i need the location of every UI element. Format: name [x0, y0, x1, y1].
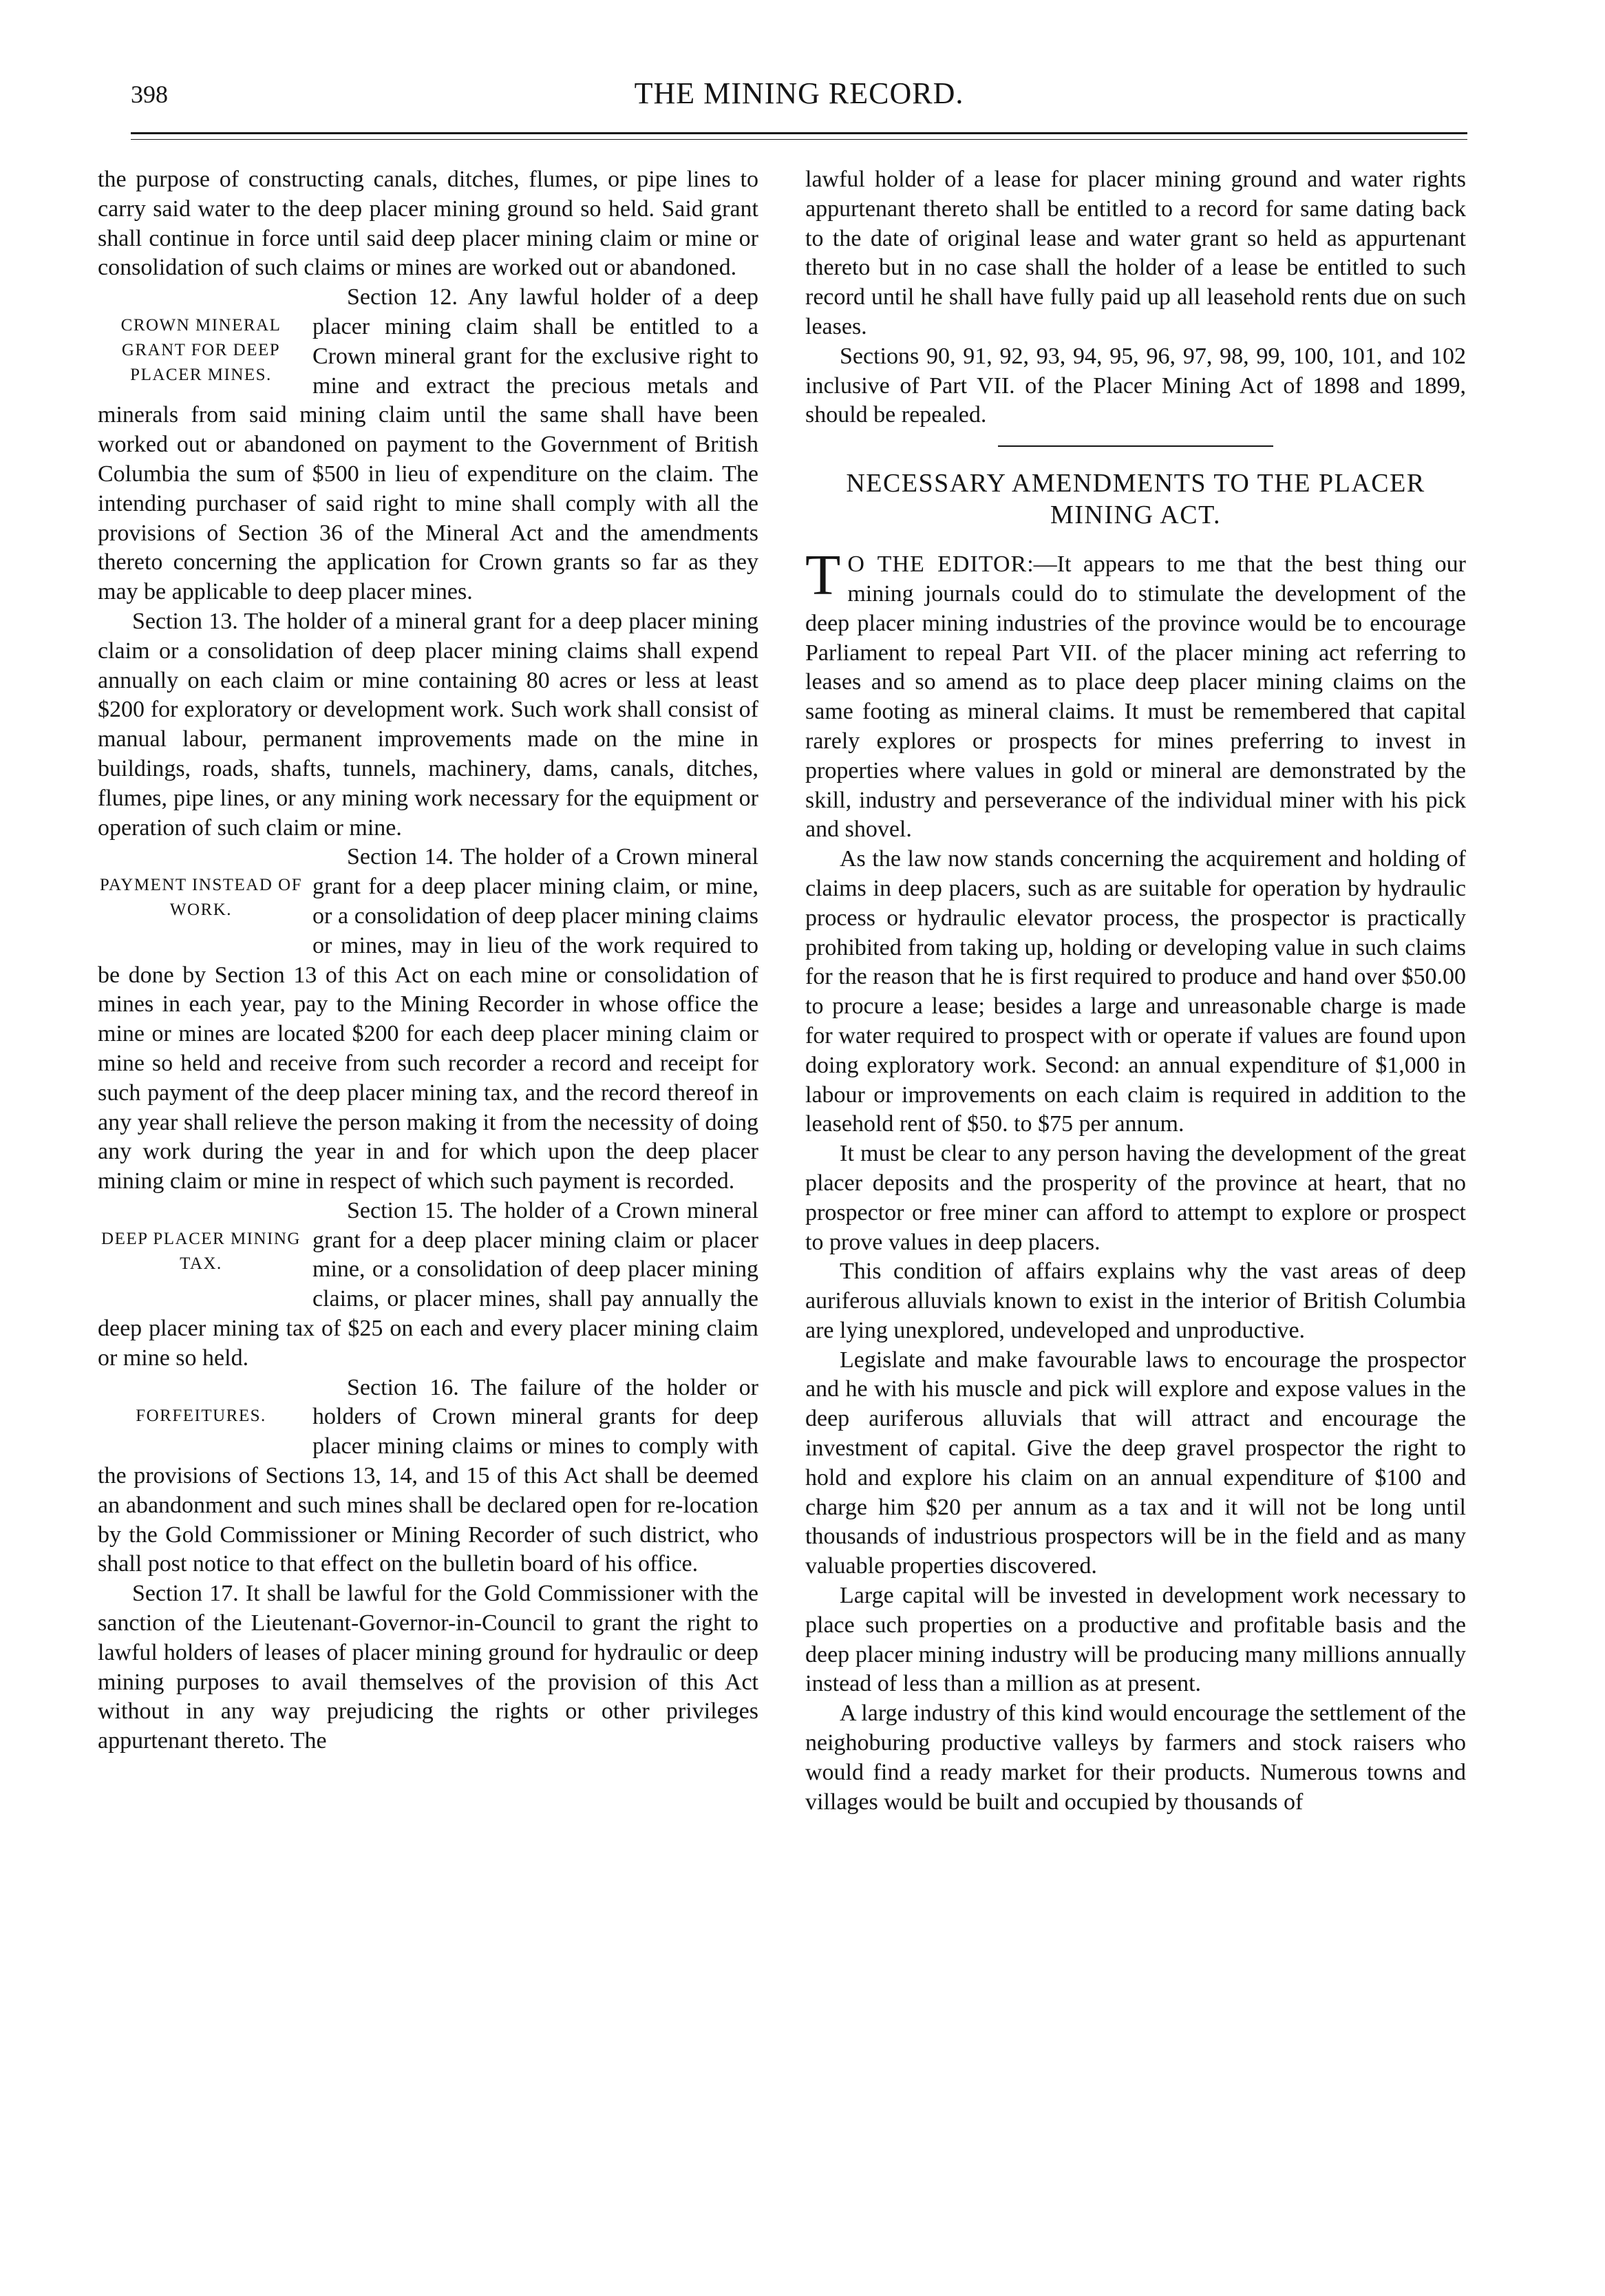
paragraph: lawful holder of a lease for placer mining ground and water rights appurtenant thereto shall be entitled to a record for same dating back to the date of original lease and water grant so held as appurtenant thereto but in no case shall the holder of a lease be entitled to such record until he shall have fully paid up all leasehold rents due on such leases.	[805, 167, 1466, 339]
section-13: Section 13. The holder of a mineral grant for a deep placer mining claim or a consolidation of deep placer mining claims shall expend annually on each claim or mine containing 80 acres or less at least $200 for exploratory or development work. Such work shall consist of manual labour, permanent improvements made on the mine in buildings, roads, shafts, tunnels, machinery, dams, canals, ditches, flumes, pipe lines, or any mining work necessary for the equipment or operation of such claim or mine.	[98, 608, 758, 841]
salutation: O THE EDITOR	[847, 551, 1028, 578]
header-rule-thin	[131, 139, 1467, 140]
section-16: Section 16. The failure of the holder or holders of Crown mineral grants for deep placer mining claims or mines to comply with the provisions of Sections 13, 14, and 15 of this Act shall be deemed an abandonment and such mines shall be declared open for re-location by the Gold Commissioner or Mining Recorder of such district, who shall post notice to that effect on the bulletin board of his office.	[98, 1374, 758, 1577]
side-heading-deep-placer-mining-tax: DEEP PLACER MINING TAX.	[101, 1229, 301, 1273]
paragraph: Legislate and make favourable laws to encourage the prospector and he with his muscle and pick will explore and expose values in the deep auriferous alluvials that will attract and encourage the investment of capital. Give the deep gravel prospector the right to hold and explore his claim on an annual expenditure of $100 and charge him $20 per annum as a tax and it will not be long until thousands of industrious prospectors will be in the field and as many valuable properties discovered.	[805, 1347, 1466, 1579]
lead-text: :—It appears to me that the best thing our mining journals could do to stimulate the development of the deep placer mining industries of the province would be to encourage Parliament to repeal Part VII. of the placer mining act referring to leases and so amend as to place deep placer mining claims on the same footing as mineral claims. It must be remembered that capital rarely explores or prospects for mines preferring to invest in properties where values in gold or mineral are demonstrated by the skill, industry and perseverance of the individual miner with his pick and shovel.	[805, 551, 1467, 843]
section-12: Section 12. Any lawful holder of a deep placer mining claim shall be entitled to a Crown mineral grant for the exclusive right to mine and extract the precious metals and minerals from said mining claim until the same shall have been worked out or abandoned on payment to the Government of British Columbia the sum of $500 in lieu of expenditure on the claim. The intending purchaser of said right to mine shall comply with all the provisions of Section 36 of the Mineral Act and the amendments thereto concerning the application for Crown grants so far as they may be applicable to deep placer mines.	[98, 284, 758, 605]
header-rule	[131, 132, 1467, 134]
right-column	[805, 165, 1466, 1817]
page-header	[131, 76, 1467, 117]
side-heading-forfeitures: FORFEITURES.	[136, 1406, 266, 1425]
paragraph: This condition of affairs explains why the vast areas of deep auriferous alluvials known to exist in the interior of British Columbia are lying unexplored, undeveloped and unproductive.	[805, 1258, 1466, 1343]
side-heading-crown-mineral-grant: CROWN MINERAL GRANT FOR DEEP PLACER MINES.	[120, 316, 281, 385]
section-15: Section 15. The holder of a Crown mineral grant for a deep placer mining claim or placer mine, or a consolidation of deep placer mining claims, or placer mines, shall pay annually the deep placer mining tax of $25 on each and every placer mining claim or mine so held.	[98, 1197, 758, 1371]
section-divider	[998, 445, 1273, 447]
article-heading: NECESSARY AMENDMENTS TO THE PLACER MINING ACT.	[846, 469, 1425, 530]
paragraph: the purpose of constructing canals, ditches, flumes, or pipe lines to carry said water to the deep placer mining ground so held. Said grant shall continue in force until said deep placer mining claim or mine or consolidation of such claims or mines are worked out or abandoned.	[98, 167, 758, 281]
left-column	[98, 165, 758, 1756]
drop-cap: T	[805, 543, 841, 608]
section-14: Section 14. The holder of a Crown mineral grant for a deep placer mining claim, or mine, or a consolidation of deep placer mining claims or mines, may in lieu of the work required to be done by Section 13 of this Act on each mine or consolidation of mines in each year, pay to the Mining Recorder in whose office the mine or mines are located $200 for each deep placer mining claim or mine so held and receive from such recorder a record and receipt for such payment of the deep placer mining tax, and the record thereof in any year shall relieve the person making it from the necessity of doing any work during the year in and for which upon the deep placer mining claim or mine in respect of which such payment is recorded.	[98, 844, 758, 1194]
page-number: 398	[131, 81, 168, 108]
running-title: THE MINING RECORD.	[634, 76, 964, 110]
lead-paragraph	[805, 543, 1467, 845]
paragraph: As the law now stands concerning the acquirement and holding of claims in deep placers, such as are suitable for operation by hydraulic process or hydraulic elevator process, the prospector is practically prohibited from taking up, holding or developing value in such claims for the reason that he is first required to produce and hand over $50.00 to procure a lease; besides a large and unreasonable charge is made for water required to prospect with or operate if values are found upon doing exploratory work. Second: an annual expenditure of $1,000 in labour or improvements on each claim is required in addition to the leasehold rent of $50. to $75 per annum.	[805, 846, 1466, 1137]
section-17: Section 17. It shall be lawful for the Gold Commissioner with the sanction of the Lieutenant-Governor-in-Council to grant the right to lawful holders of leases of placer mining ground for hydraulic or deep mining purposes to avail themselves of the provision of this Act without in any way prejudicing the rights or other privileges appurtenant thereto. The	[98, 1581, 758, 1754]
paragraph: Large capital will be invested in development work necessary to place such properties on a productive and profitable basis and the deep placer mining industry will be producing many millions annually instead of less than a million as at present.	[805, 1583, 1466, 1697]
paragraph: It must be clear to any person having the development of the great placer deposits and the prosperity of the province at heart, that no prospector or free miner can afford to attempt to explore or prospect to prove values in deep placers.	[805, 1141, 1466, 1255]
side-heading-payment-instead-of-work: PAYMENT INSTEAD OF WORK.	[99, 876, 303, 920]
paragraph: Sections 90, 91, 92, 93, 94, 95, 96, 97, 98, 99, 100, 101, and 102 inclusive of Part VII. of the Placer Mining Act of 1898 and 1899, should be repealed.	[805, 343, 1466, 428]
paragraph: A large industry of this kind would encourage the settlement of the neighoburing productive valleys by farmers and stock raisers who would find a ready market for their products. Numerous towns and villages would be built and occupied by thousands of	[805, 1700, 1466, 1815]
